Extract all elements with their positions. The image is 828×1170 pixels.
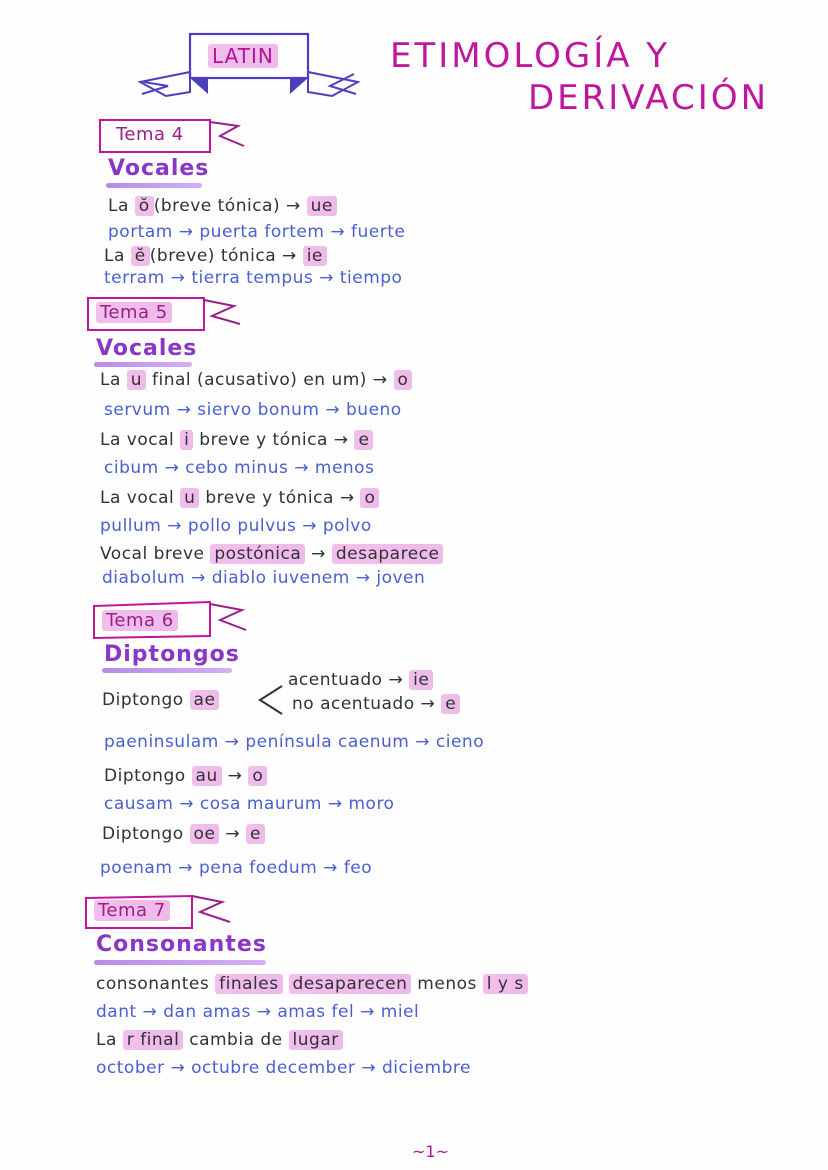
text: final (acusativo) en um) → <box>146 370 394 390</box>
text: → <box>305 544 332 564</box>
text: Diptongo <box>102 690 190 710</box>
tema5-title: Vocales <box>96 336 198 361</box>
tema5-title-underline <box>94 362 192 367</box>
page-title-line1: ETIMOLOGÍA Y <box>390 36 671 76</box>
tema6-diptongo-oe <box>102 824 265 844</box>
highlight: oe <box>190 824 220 844</box>
text: Diptongo <box>102 824 190 844</box>
tema5-rule2 <box>100 430 373 450</box>
tema7-label <box>94 900 170 921</box>
text: breve y tónica → <box>199 488 361 508</box>
text: (breve tónica) → <box>153 196 307 216</box>
tema4-example2: terram → tierra tempus → tiempo <box>104 268 403 288</box>
text: La vocal <box>100 488 181 508</box>
highlight: ae <box>190 690 220 710</box>
highlight: ŏ <box>135 196 154 216</box>
tema4-title-underline <box>106 183 202 188</box>
text: (breve) tónica → <box>149 246 303 266</box>
tema4-title: Vocales <box>108 156 210 181</box>
page-title-line2: DERIVACIÓN <box>528 78 770 118</box>
text: Vocal breve <box>100 544 211 564</box>
tema5-example3: pullum → pollo pulvus → polvo <box>100 516 372 536</box>
tema5-label <box>96 302 172 323</box>
highlight: l y s <box>483 974 528 994</box>
highlight: r final <box>123 1030 184 1050</box>
text: La <box>100 370 127 390</box>
tema7-example1: dant → dan amas → amas fel → miel <box>96 1002 420 1022</box>
tema5-rule4 <box>100 544 443 564</box>
tema6-diptongo-ae <box>102 690 219 710</box>
tema4-rule2 <box>104 246 327 266</box>
bracket-icon <box>256 682 286 718</box>
tema4-rule1 <box>108 196 337 216</box>
text: cambia de <box>183 1030 289 1050</box>
highlight: o <box>394 370 413 390</box>
tema5-example2: cibum → cebo minus → menos <box>104 458 375 478</box>
highlight: finales <box>215 974 282 994</box>
highlight: o <box>360 488 379 508</box>
tema7-example2: october → octubre december → diciembre <box>96 1058 471 1078</box>
text: La <box>108 196 135 216</box>
text: La <box>96 1030 123 1050</box>
tema6-label <box>102 610 178 631</box>
highlight: e <box>246 824 265 844</box>
highlight: desaparecen <box>289 974 412 994</box>
tema5-rule3 <box>100 488 379 508</box>
tema7-rule1 <box>96 974 528 994</box>
highlight: postónica <box>210 544 305 564</box>
tema4-example1: portam → puerta fortem → fuerte <box>108 222 406 242</box>
text: → <box>219 824 246 844</box>
highlight: e <box>354 430 373 450</box>
tema7-title-underline <box>94 960 266 965</box>
tema5-example1: servum → siervo bonum → bueno <box>104 400 402 420</box>
banner-label-text: LATIN <box>208 44 278 68</box>
highlight: lugar <box>289 1030 343 1050</box>
tema6-label-text: Tema 6 <box>102 610 178 631</box>
tema6-example3: poenam → pena foedum → feo <box>100 858 373 878</box>
tema6-title: Diptongos <box>104 642 240 667</box>
highlight: ie <box>303 246 327 266</box>
highlight: u <box>127 370 146 390</box>
text: menos <box>411 974 483 994</box>
highlight: e <box>441 694 460 714</box>
text <box>283 974 289 994</box>
tema7-title: Consonantes <box>96 932 267 957</box>
highlight: ue <box>307 196 337 216</box>
highlight: o <box>248 766 267 786</box>
tema6-example1: paeninsulam → península caenum → cieno <box>104 732 485 752</box>
highlight: i <box>180 430 193 450</box>
highlight: ie <box>409 670 433 690</box>
highlight: ĕ <box>131 246 150 266</box>
tema4-label: Tema 4 <box>116 124 184 145</box>
text: Diptongo <box>104 766 192 786</box>
page-number: ~1~ <box>412 1142 449 1161</box>
text: La <box>104 246 131 266</box>
text: consonantes <box>96 974 216 994</box>
tema5-example4: diabolum → diablo iuvenem → joven <box>102 568 426 588</box>
highlight: desaparece <box>332 544 444 564</box>
text: La vocal <box>100 430 181 450</box>
tema6-ae-accented <box>288 670 433 690</box>
tema6-ae-unaccented <box>292 694 460 714</box>
highlight: au <box>192 766 222 786</box>
text: → <box>221 766 249 786</box>
tema6-example2: causam → cosa maurum → moro <box>104 794 395 814</box>
tema6-diptongo-au <box>104 766 267 786</box>
tema5-label-text: Tema 5 <box>96 302 172 323</box>
tema7-rule2 <box>96 1030 343 1050</box>
tema6-title-underline <box>102 668 232 673</box>
tema5-rule1 <box>100 370 412 390</box>
tema7-label-text: Tema 7 <box>94 900 170 921</box>
text: no acentuado → <box>292 694 442 714</box>
text: breve y tónica → <box>193 430 355 450</box>
banner-label <box>208 44 278 68</box>
text: acentuado → <box>288 670 410 690</box>
highlight: u <box>180 488 199 508</box>
